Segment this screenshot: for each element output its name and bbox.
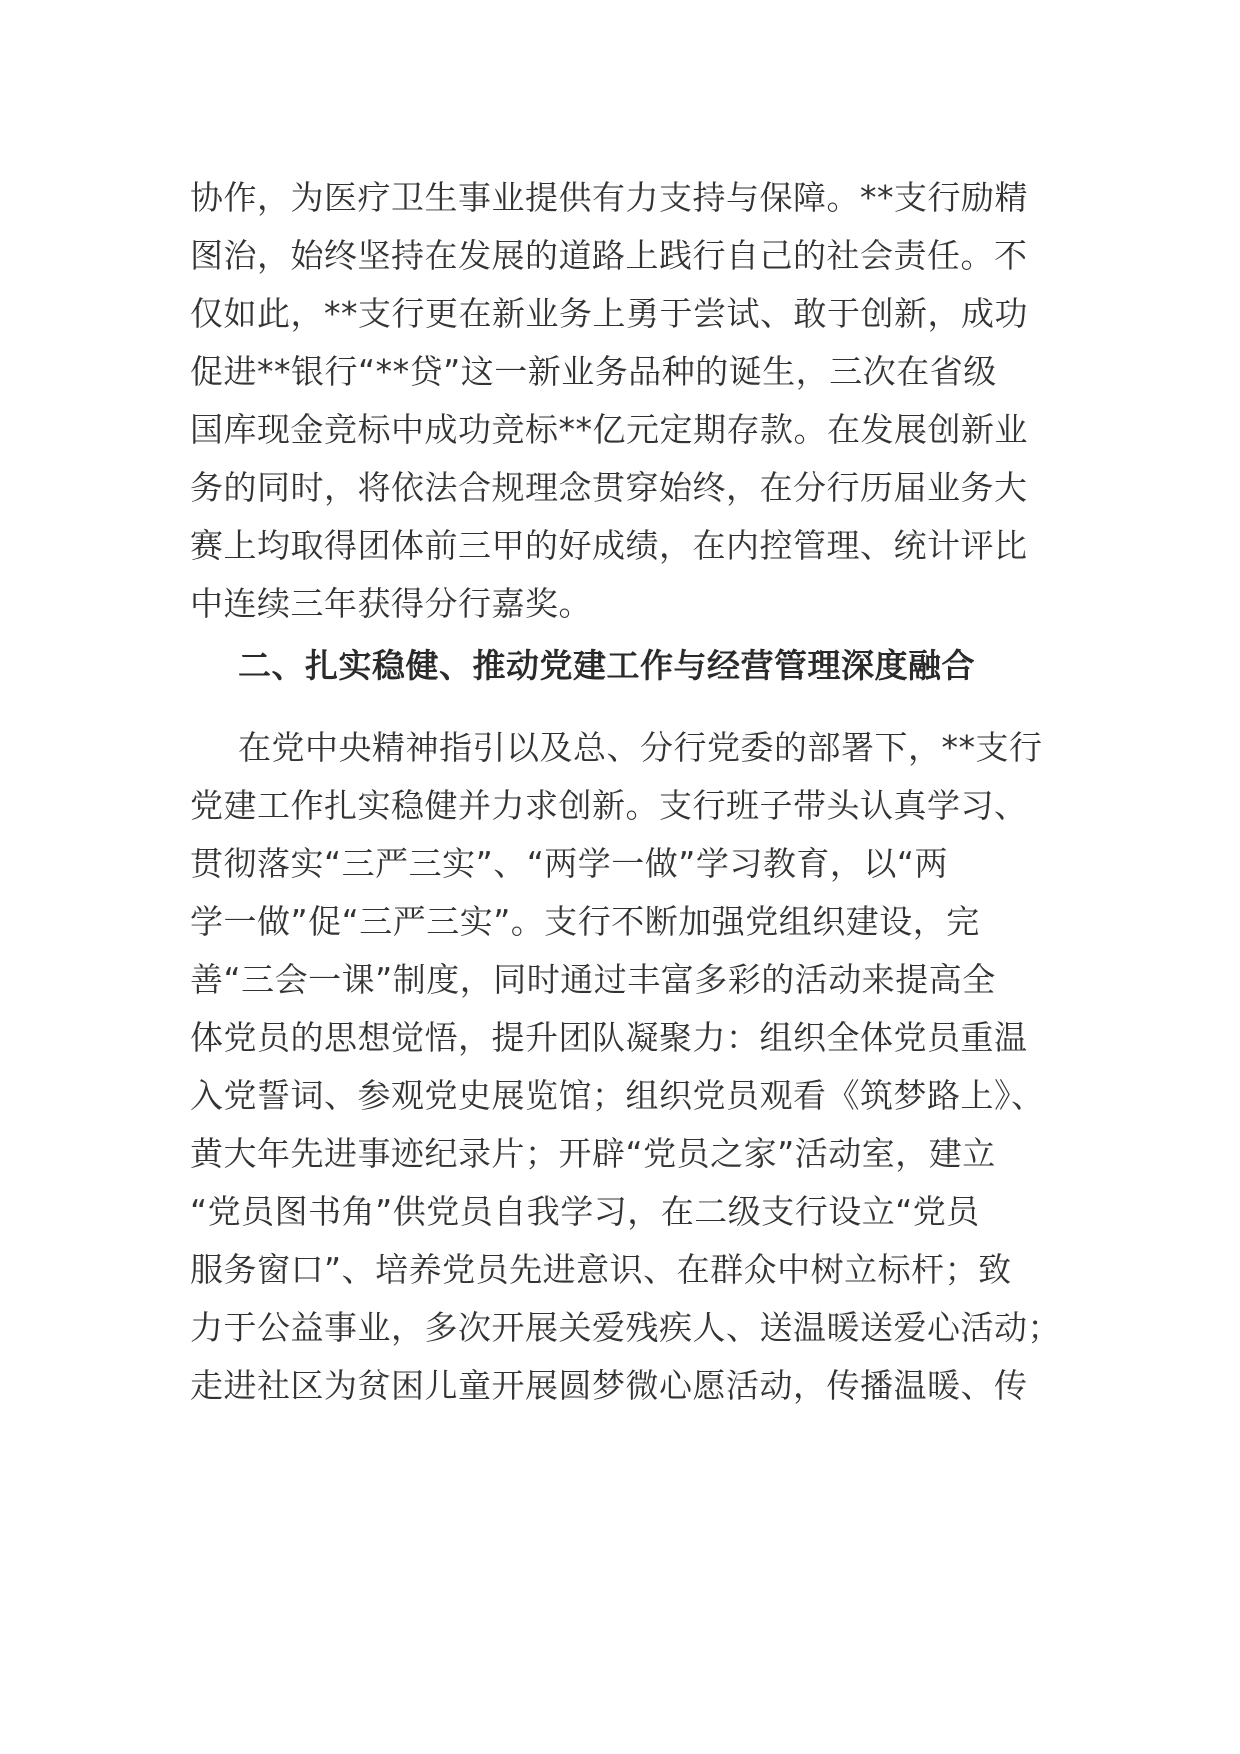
text-line: 赛上均取得团体前三甲的好成绩，在内控管理、统计评比 [190, 526, 1028, 565]
section-heading: 二、扎实稳健、推动党建工作与经营管理深度融合 [238, 646, 975, 685]
text-line: 走进社区为贫困儿童开展圆梦微心愿活动，传播温暖、传 [190, 1366, 1028, 1405]
text-line: 学一做”促“三严三实”。支行不断加强党组织建设，完 [190, 902, 980, 941]
text-line: 协作，为医疗卫生事业提供有力支持与保障。**支行励精 [190, 178, 1028, 217]
text-line: 黄大年先进事迹纪录片；开辟“党员之家”活动室，建立 [190, 1134, 996, 1173]
text-line: 服务窗口”、培养党员先进意识、在群众中树立标杆；致 [190, 1250, 1012, 1289]
text-line: 善“三会一课”制度，同时通过丰富多彩的活动来提高全 [190, 960, 996, 999]
text-line: 仅如此，**支行更在新业务上勇于尝试、敢于创新，成功 [190, 294, 1028, 333]
text-line: 党建工作扎实稳健并力求创新。支行班子带头认真学习、 [190, 786, 1028, 825]
text-line: 务的同时，将依法合规理念贯穿始终，在分行历届业务大 [190, 468, 1028, 507]
text-line: 促进**银行“**贷”这一新业务品种的诞生，三次在省级 [190, 352, 997, 391]
text-line: 入党誓词、参观党史展览馆；组织党员观看《筑梦路上》、 [190, 1076, 1045, 1115]
text-line: 力于公益事业，多次开展关爱残疾人、送温暖送爱心活动； [190, 1308, 1061, 1347]
text-line: 中连续三年获得分行嘉奖。 [190, 584, 592, 623]
text-line: 在党中央精神指引以及总、分行党委的部署下，**支行 [238, 728, 1043, 767]
text-line: 国库现金竞标中成功竞标**亿元定期存款。在发展创新业 [190, 410, 1028, 449]
text-line: “党员图书角”供党员自我学习，在二级支行设立“党员 [190, 1192, 980, 1231]
text-line: 图治，始终坚持在发展的道路上践行自己的社会责任。不 [190, 236, 1028, 275]
text-line: 体党员的思想觉悟，提升团队凝聚力：组织全体党员重温 [190, 1018, 1028, 1057]
text-line: 贯彻落实“三严三实”、“两学一做”学习教育，以“两 [190, 844, 948, 883]
